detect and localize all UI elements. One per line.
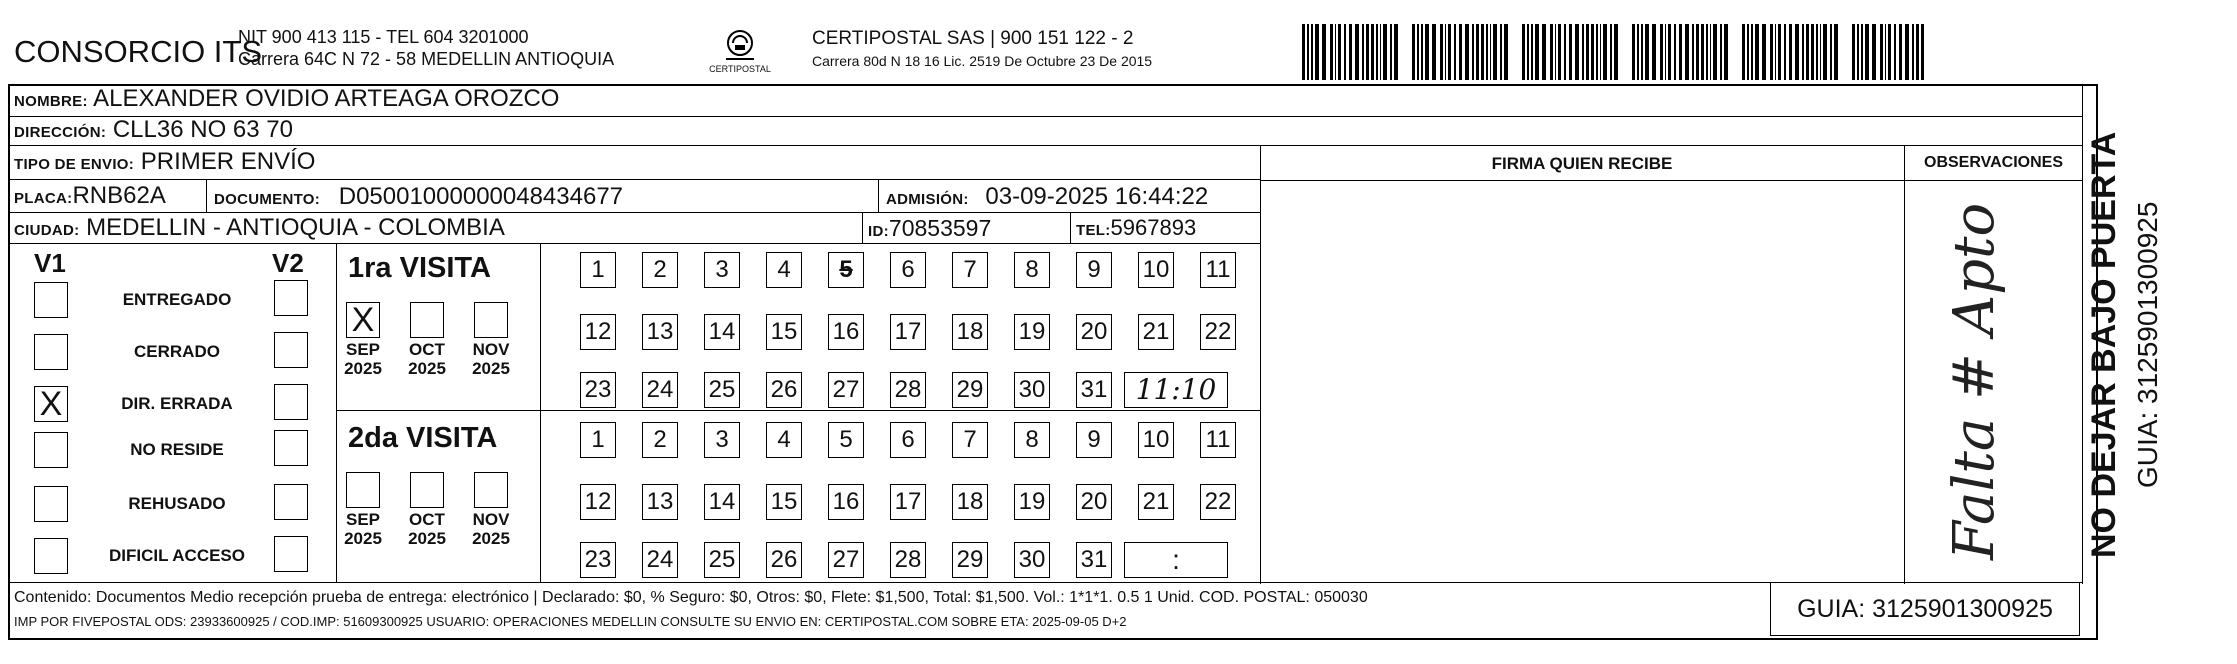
id-field: [868, 215, 991, 242]
admision-label: ADMISIÓN:: [886, 191, 969, 208]
visit1-day[interactable]: 27: [828, 372, 864, 408]
status-label: ENTREGADO: [122, 290, 232, 309]
visit2-day[interactable]: 5: [828, 422, 864, 458]
visit1-day[interactable]: 16: [828, 314, 864, 350]
admision-field: [886, 183, 1208, 211]
visit2-day[interactable]: 21: [1138, 484, 1174, 520]
visit1-day[interactable]: 31: [1076, 372, 1112, 408]
visit1-day[interactable]: 20: [1076, 314, 1112, 350]
visit1-day[interactable]: 23: [580, 372, 616, 408]
visit1-month-checkbox[interactable]: X: [346, 302, 380, 338]
visit2-day[interactable]: 20: [1076, 484, 1112, 520]
visit2-day[interactable]: 15: [766, 484, 802, 520]
visit2-day[interactable]: 24: [642, 542, 678, 578]
barcode: [1290, 24, 1930, 80]
guia-number: GUIA: 3125901300925: [1770, 582, 2080, 636]
company-info: [238, 26, 614, 70]
visit1-day[interactable]: 1: [580, 252, 616, 288]
month-name: NOV: [472, 510, 510, 529]
status-label: NO RESIDE: [130, 440, 224, 459]
month-year: 2025: [344, 529, 382, 548]
visit2-month-checkbox[interactable]: [346, 472, 380, 508]
visit2-day[interactable]: 11: [1200, 422, 1236, 458]
visit2-day[interactable]: 26: [766, 542, 802, 578]
month-name: OCT: [409, 340, 445, 359]
firma-label: FIRMA QUIEN RECIBE: [1491, 154, 1673, 173]
visit1-day[interactable]: 28: [890, 372, 926, 408]
visit2-day[interactable]: 18: [952, 484, 988, 520]
visit1-day[interactable]: 7: [952, 252, 988, 288]
row-direccion: [8, 117, 2083, 146]
visit1-day[interactable]: 9: [1076, 252, 1112, 288]
logo-icon: [720, 28, 760, 62]
visit1-month-label: [338, 340, 388, 378]
visit2-day[interactable]: 27: [828, 542, 864, 578]
visit1-day[interactable]: 15: [766, 314, 802, 350]
v2-label: V2: [272, 248, 304, 278]
visit1-month-label: [402, 340, 452, 378]
month-name: SEP: [345, 340, 381, 359]
tel-field: [1076, 215, 1196, 241]
visit2-time[interactable]: :: [1124, 542, 1228, 578]
visit2-day[interactable]: 28: [890, 542, 926, 578]
month-name: NOV: [472, 340, 510, 359]
status-label: DIFICIL ACCESO: [108, 546, 245, 565]
visit2-day[interactable]: 13: [642, 484, 678, 520]
status-label: CERRADO: [134, 342, 220, 361]
id-label: ID:: [868, 223, 889, 240]
visit1-time[interactable]: 11:10: [1124, 372, 1228, 408]
visit2-day[interactable]: 22: [1200, 484, 1236, 520]
visit1-day[interactable]: 11: [1200, 252, 1236, 288]
visit2-month-checkbox[interactable]: [410, 472, 444, 508]
month-year: 2025: [344, 359, 382, 378]
month-name: SEP: [345, 510, 381, 529]
ciudad-label: CIUDAD:: [14, 222, 80, 239]
month-year: 2025: [408, 529, 446, 548]
v2-checkbox[interactable]: [274, 280, 308, 316]
visit1-day[interactable]: 30: [1014, 372, 1050, 408]
visit1-day[interactable]: 18: [952, 314, 988, 350]
visit2-day[interactable]: 29: [952, 542, 988, 578]
month-year: 2025: [472, 529, 510, 548]
visit1-day[interactable]: 29: [952, 372, 988, 408]
certipostal-logo: [700, 28, 780, 80]
month-year: 2025: [472, 359, 510, 378]
visit1-day[interactable]: 5: [828, 252, 864, 288]
status-label: DIR. ERRADA: [121, 394, 233, 413]
tipo-value: PRIMER ENVÍO: [140, 148, 316, 175]
company-name: CONSORCIO ITS: [14, 34, 263, 69]
nombre-label: NOMBRE:: [14, 93, 88, 110]
visit2-month-label: [338, 510, 388, 548]
visit2-title: 2da VISITA: [348, 422, 498, 454]
visit2-day[interactable]: 4: [766, 422, 802, 458]
footer-impresion: IMP POR FIVEPOSTAL ODS: 23933600925 / COD.IMP: 51609300925 USUARIO: OPERACIONES MEDELLIN CONSULTE SU ENVIO EN: CERTIPOSTAL.COM SOBRE ETA: 2025-09-05 D+2: [14, 614, 1127, 629]
logo-text: CERTIPOSTAL: [709, 64, 771, 74]
visit1-day[interactable]: 13: [642, 314, 678, 350]
v1-checkbox[interactable]: [34, 486, 68, 522]
visit1-day[interactable]: 12: [580, 314, 616, 350]
cert-info: [812, 28, 1152, 72]
visit2-day[interactable]: 31: [1076, 542, 1112, 578]
visit1-day[interactable]: 3: [704, 252, 740, 288]
visit2-day[interactable]: 30: [1014, 542, 1050, 578]
visit2-month-label: [466, 510, 516, 548]
visit1-day[interactable]: 8: [1014, 252, 1050, 288]
status-label: REHUSADO: [128, 494, 226, 513]
visit1-title: 1ra VISITA: [348, 252, 491, 284]
cert-address: Carrera 80d N 18 16 Lic. 2519 De Octubre 23 De 2015: [812, 53, 1153, 69]
documento-value: D05001000000048434677: [338, 183, 624, 210]
ciudad-value: MEDELLIN - ANTIOQUIA - COLOMBIA: [86, 214, 505, 241]
visit2-day[interactable]: 3: [704, 422, 740, 458]
id-value: 70853597: [888, 215, 992, 241]
visit2-day[interactable]: 17: [890, 484, 926, 520]
visit2-day[interactable]: 14: [704, 484, 740, 520]
visit2-day[interactable]: 25: [704, 542, 740, 578]
visit1-month-checkbox[interactable]: [474, 302, 508, 338]
visit1-day[interactable]: 25: [704, 372, 740, 408]
no-dejar-text: NO DEJAR BAJO PUERTA: [2085, 131, 2123, 558]
tel-value: 5967893: [1110, 215, 1197, 240]
visit1-day[interactable]: 22: [1200, 314, 1236, 350]
visit1-day[interactable]: 10: [1138, 252, 1174, 288]
row-tipo: [8, 146, 1260, 180]
documento-label: DOCUMENTO:: [214, 191, 321, 208]
visit2-day[interactable]: 19: [1014, 484, 1050, 520]
direccion-value: CLL36 NO 63 70: [112, 116, 293, 143]
visit1-month-checkbox[interactable]: [410, 302, 444, 338]
visit2-month-label: [402, 510, 452, 548]
v1-checkbox[interactable]: [34, 432, 68, 468]
visit1-month-label: [466, 340, 516, 378]
footer-contenido: Contenido: Documentos Medio recepción prueba de entrega: electrónico | Declarado: $0, % Seguro: $0, Otros: $0, Flete: $1,500, Total: $1,500. Vol.: 1*1*1. 0.5 1 Unid. COD. POSTAL: 050030: [14, 589, 1368, 606]
visit1-day[interactable]: 4: [766, 252, 802, 288]
handwritten-note: Falta # Apto: [1942, 202, 2007, 560]
visit2-day[interactable]: 12: [580, 484, 616, 520]
v2-checkbox[interactable]: [274, 430, 308, 466]
visit1-day[interactable]: 21: [1138, 314, 1174, 350]
visit2-day[interactable]: 2: [642, 422, 678, 458]
tel-label: TEL:: [1076, 222, 1111, 239]
nit-line: NIT 900 413 115 - TEL 604 3201000: [238, 27, 529, 47]
v1-checkbox[interactable]: X: [34, 386, 68, 422]
v1-label: V1: [34, 248, 66, 278]
visit1-day[interactable]: 6: [890, 252, 926, 288]
visit1-day[interactable]: 2: [642, 252, 678, 288]
admision-value: 03-09-2025 16:44:22: [985, 183, 1209, 210]
visit2-day[interactable]: 6: [890, 422, 926, 458]
row-ciudad: [8, 213, 1260, 244]
v2-checkbox[interactable]: [274, 332, 308, 368]
month-year: 2025: [408, 359, 446, 378]
cert-name: CERTIPOSTAL SAS | 900 151 122 - 2: [812, 28, 1134, 49]
direccion-label: DIRECCIÓN:: [14, 124, 107, 141]
documento-field: [214, 183, 623, 211]
v1-checkbox[interactable]: [34, 282, 68, 318]
placa-value: RNB62A: [72, 182, 166, 209]
tipo-label: TIPO DE ENVIO:: [14, 156, 135, 173]
visit1-day[interactable]: 14: [704, 314, 740, 350]
v2-checkbox[interactable]: [274, 536, 308, 572]
visit1-day[interactable]: 24: [642, 372, 678, 408]
v1-checkbox[interactable]: [34, 334, 68, 370]
visit2-day[interactable]: 23: [580, 542, 616, 578]
visit1-day[interactable]: 26: [766, 372, 802, 408]
visit2-day[interactable]: 7: [952, 422, 988, 458]
visit2-month-checkbox[interactable]: [474, 472, 508, 508]
address-line: Carrera 64C N 72 - 58 MEDELLIN ANTIOQUIA: [238, 49, 615, 69]
v2-checkbox[interactable]: [274, 384, 308, 420]
row-nombre: [8, 86, 2083, 117]
observaciones-label: OBSERVACIONES: [1924, 154, 2063, 171]
v2-checkbox[interactable]: [274, 484, 308, 520]
visit2-day[interactable]: 10: [1138, 422, 1174, 458]
visit2-day[interactable]: 16: [828, 484, 864, 520]
visit2-day[interactable]: 8: [1014, 422, 1050, 458]
visit1-day[interactable]: 19: [1014, 314, 1050, 350]
v1-checkbox[interactable]: [34, 538, 68, 574]
placa-label: PLACA:: [14, 190, 73, 207]
side-guia: GUIA: 3125901300925: [2132, 201, 2163, 488]
month-name: OCT: [409, 510, 445, 529]
nombre-value: ALEXANDER OVIDIO ARTEAGA OROZCO: [93, 85, 560, 112]
visit2-day[interactable]: 1: [580, 422, 616, 458]
visit1-day[interactable]: 17: [890, 314, 926, 350]
visit2-day[interactable]: 9: [1076, 422, 1112, 458]
